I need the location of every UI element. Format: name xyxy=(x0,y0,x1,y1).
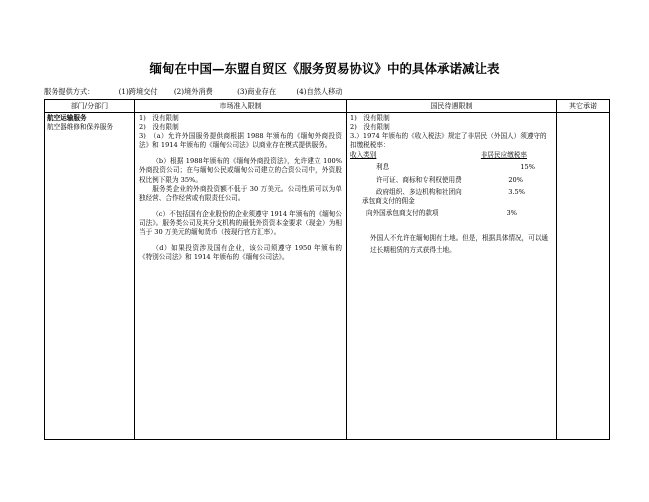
ma-item-2: 2) 没有限制 xyxy=(139,123,179,132)
tax-category: 许可证、商标和专利权使用费 xyxy=(376,175,462,184)
sub-sector-name: 航空器维修和保养服务 xyxy=(47,123,113,132)
ma-item-3: 3) （a）允许外国服务提供商根据 1988 年颁布的《缅甸外商投资法》和 1914 年颁布的《缅甸公司法》以商业存在模式提供服务。 xyxy=(139,132,342,150)
mode-1: (1)跨境交付 xyxy=(118,87,158,96)
tax-table-header xyxy=(350,151,553,160)
header-other: 其它承诺 xyxy=(557,100,610,113)
tax-col-category: 收入类别 xyxy=(350,151,377,160)
mode-2: (2)境外消费 xyxy=(173,87,213,96)
tax-category: 政府组织、多边机构和社团向承包商支付的佣金 xyxy=(362,187,462,205)
tax-row xyxy=(350,209,553,218)
header-national-treatment: 国民待遇限制 xyxy=(347,100,557,113)
nt-item-1: 1) 没有限制 xyxy=(350,114,390,122)
tax-row xyxy=(350,188,553,206)
nt-item-2: 2) 没有限制 xyxy=(350,123,390,132)
table-header-row xyxy=(45,100,610,113)
tax-rate: 15% xyxy=(520,163,535,172)
tax-category: 利息 xyxy=(376,163,390,172)
land-note: 外国人不允许在缅甸拥有土地。但是，根据具体情况，可以通过长期租赁的方式获得土地。 xyxy=(370,233,549,254)
tax-category: 向外国承包商支付的款项 xyxy=(366,208,439,217)
tax-rate: 20% xyxy=(508,175,523,184)
ma-item-c: （c）不包括国有企业股份的企业须遵守 1914 年颁布的《缅甸公司法》。服务类公司及其分支机构的最低外资资本金要求（现金）为相当于 30 万美元的缅甸货币（按现行官方汇率）。 xyxy=(139,209,342,237)
ma-item-1: 1) 没有限制 xyxy=(139,114,179,122)
provision-label: 服务提供方式： xyxy=(44,87,95,96)
sector-cell xyxy=(45,113,135,440)
ma-item-d: （d）如果投资涉及国有企业，该公司须遵守 1950 年颁布的《特别公司法》和 1914 年颁布的《缅甸公司法》。 xyxy=(139,244,342,262)
header-market-access: 市场准入限制 xyxy=(135,100,347,113)
tax-rate: 3.5% xyxy=(508,187,525,196)
tax-row xyxy=(350,176,553,185)
commitments-table xyxy=(44,99,610,440)
header-sector: 部门/分部门 xyxy=(45,100,135,113)
provision-modes xyxy=(44,87,342,97)
other-commitments-cell xyxy=(557,113,610,440)
national-treatment-cell xyxy=(347,113,557,440)
tax-row xyxy=(350,163,553,172)
table-row xyxy=(45,113,610,440)
page-title: 缅甸在中国—东盟自贸区《服务贸易协议》中的具体承诺减让表 xyxy=(149,61,500,76)
tax-col-rate: 非居民应缴税率 xyxy=(480,151,527,160)
ma-item-b-cont: 服务类企业的外商投资额不低于 30 万美元。公司性质可以为单独经营、合作经营或有限责任公司。 xyxy=(139,184,342,202)
sector-name: 航空运输服务 xyxy=(47,114,87,122)
mode-4: (4)自然人移动 xyxy=(296,87,343,96)
market-access-cell xyxy=(135,113,347,440)
ma-item-b: （b）根据 1988年颁布的《缅甸外商投资法》，允许建立 100%外商投资公司；在与缅甸公民或缅甸公司建立的合资公司中，外资股权比例下限为 35%。 xyxy=(139,157,342,184)
nt-item-3: 3.）1974 年颁布的《收入税法》规定了非居民（外国人）须遵守的扣缴税税率： xyxy=(350,132,547,150)
tax-rate: 3% xyxy=(506,208,517,217)
mode-3: (3)商业存在 xyxy=(237,87,277,96)
